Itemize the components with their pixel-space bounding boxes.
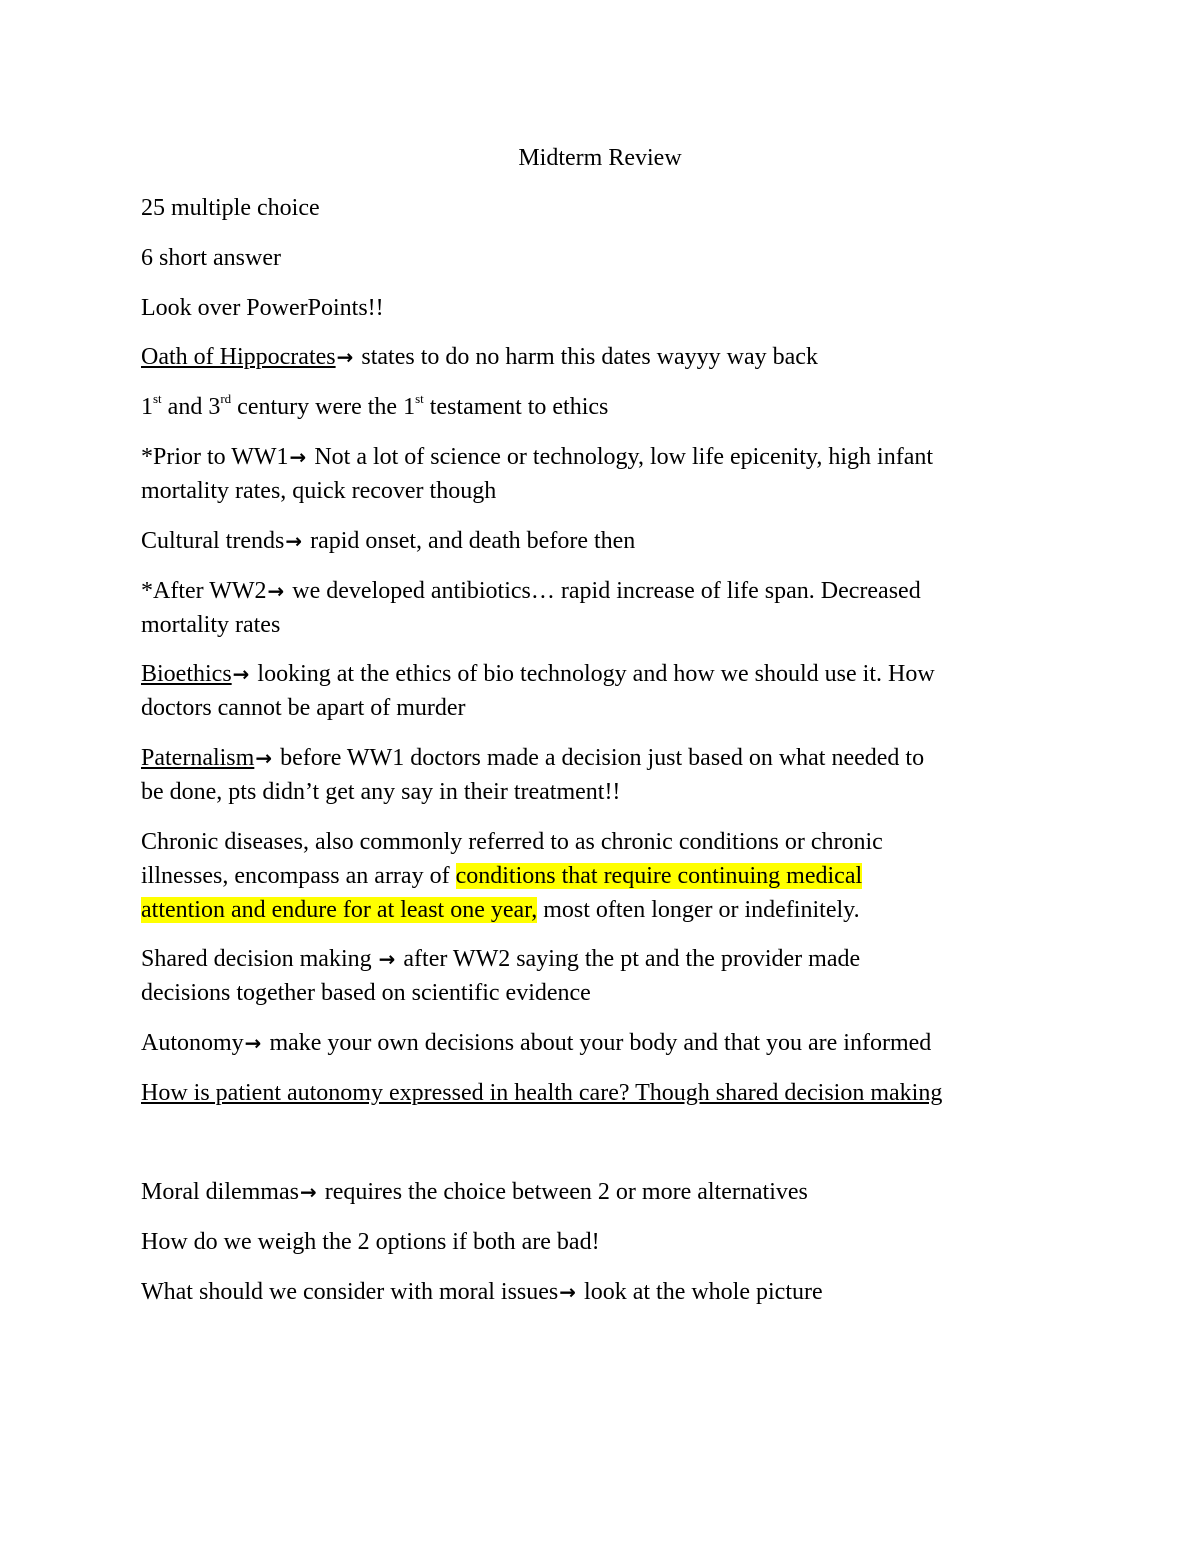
superscript: st	[153, 391, 162, 406]
chronic-continuation	[141, 859, 1071, 893]
superscript: rd	[220, 391, 232, 406]
moral-issues-term: What should we consider with moral issues	[141, 1279, 559, 1305]
shared-decision-text: after WW2 saying the pt and the provider made	[397, 946, 861, 972]
moral-issues-paragraph	[141, 1275, 1071, 1309]
weigh-options-paragraph: How do we weigh the 2 options if both are bad!	[141, 1229, 600, 1255]
shared-decision-term: Shared decision making	[141, 946, 378, 972]
arrow-right-icon: →	[289, 445, 307, 469]
bioethics-text: looking at the ethics of bio technology and how we should use it. How	[251, 661, 935, 687]
arrow-right-icon: →	[299, 1180, 317, 1204]
exam-short-answer: 6 short answer	[141, 245, 281, 271]
superscript: st	[415, 391, 424, 406]
after-ww2-term: *After WW2	[141, 578, 267, 604]
chronic-continuation	[141, 893, 1071, 927]
bioethics-term: Bioethics	[141, 661, 232, 687]
century-text: century were the 1	[231, 394, 416, 420]
arrow-right-icon: →	[336, 345, 354, 369]
chronic-paragraph: Chronic diseases, also commonly referred to as chronic conditions or chronic	[141, 829, 883, 855]
arrow-right-icon: →	[267, 579, 285, 603]
cultural-term: Cultural trends	[141, 528, 285, 554]
page-title: Midterm Review	[518, 145, 682, 171]
after-ww2-continuation: mortality rates	[141, 612, 281, 638]
review-note: Look over PowerPoints!!	[141, 295, 384, 321]
after-ww2-text: we developed antibiotics… rapid increase of life span. Decreased	[286, 578, 921, 604]
paternalism-text: before WW1 doctors made a decision just based on what needed to	[274, 745, 925, 771]
paternalism-continuation: be done, pts didn’t get any say in their treatment!!	[141, 779, 621, 805]
autonomy-term: Autonomy	[141, 1030, 244, 1056]
oath-paragraph	[141, 340, 1071, 374]
prior-ww1-continuation: mortality rates, quick recover though	[141, 478, 497, 504]
moral-dilemmas-term: Moral dilemmas	[141, 1179, 299, 1205]
paternalism-term: Paternalism	[141, 745, 255, 771]
cultural-paragraph	[141, 524, 1071, 558]
highlighted-text: attention and endure for at least one year,	[141, 897, 538, 923]
after-ww2-paragraph	[141, 574, 1071, 608]
shared-decision-paragraph	[141, 942, 1071, 976]
paternalism-paragraph	[141, 741, 1071, 775]
bioethics-continuation: doctors cannot be apart of murder	[141, 695, 466, 721]
prior-ww1-text: Not a lot of science or technology, low life epicenity, high infant	[308, 444, 934, 470]
cultural-text: rapid onset, and death before then	[304, 528, 636, 554]
chronic-text: most often longer or indefinitely.	[537, 897, 860, 923]
arrow-right-icon: →	[244, 1031, 262, 1055]
arrow-right-icon: →	[285, 529, 303, 553]
century-text: 1	[141, 394, 153, 420]
century-paragraph	[141, 390, 1071, 424]
autonomy-question: How is patient autonomy expressed in health care? Though shared decision making	[141, 1080, 943, 1106]
bioethics-paragraph	[141, 657, 1071, 691]
arrow-right-icon: →	[559, 1280, 577, 1304]
chronic-text: illnesses, encompass an array of	[141, 863, 456, 889]
prior-ww1-term: *Prior to WW1	[141, 444, 289, 470]
prior-ww1-paragraph	[141, 440, 1071, 474]
oath-term: Oath of Hippocrates	[141, 344, 336, 370]
arrow-right-icon: →	[232, 662, 250, 686]
autonomy-text: make your own decisions about your body and that you are informed	[263, 1030, 932, 1056]
moral-issues-text: look at the whole picture	[578, 1279, 823, 1305]
century-text: and 3	[161, 394, 221, 420]
arrow-right-icon: →	[255, 746, 273, 770]
moral-dilemmas-paragraph	[141, 1175, 1071, 1209]
highlighted-text: conditions that require continuing medical	[455, 863, 863, 889]
moral-dilemmas-text: requires the choice between 2 or more alternatives	[318, 1179, 808, 1205]
century-text: testament to ethics	[423, 394, 609, 420]
oath-text: states to do no harm this dates wayyy way back	[355, 344, 818, 370]
autonomy-paragraph	[141, 1026, 1071, 1060]
exam-multiple-choice: 25 multiple choice	[141, 195, 320, 221]
arrow-right-icon: →	[378, 947, 396, 971]
shared-decision-continuation: decisions together based on scientific evidence	[141, 980, 591, 1006]
